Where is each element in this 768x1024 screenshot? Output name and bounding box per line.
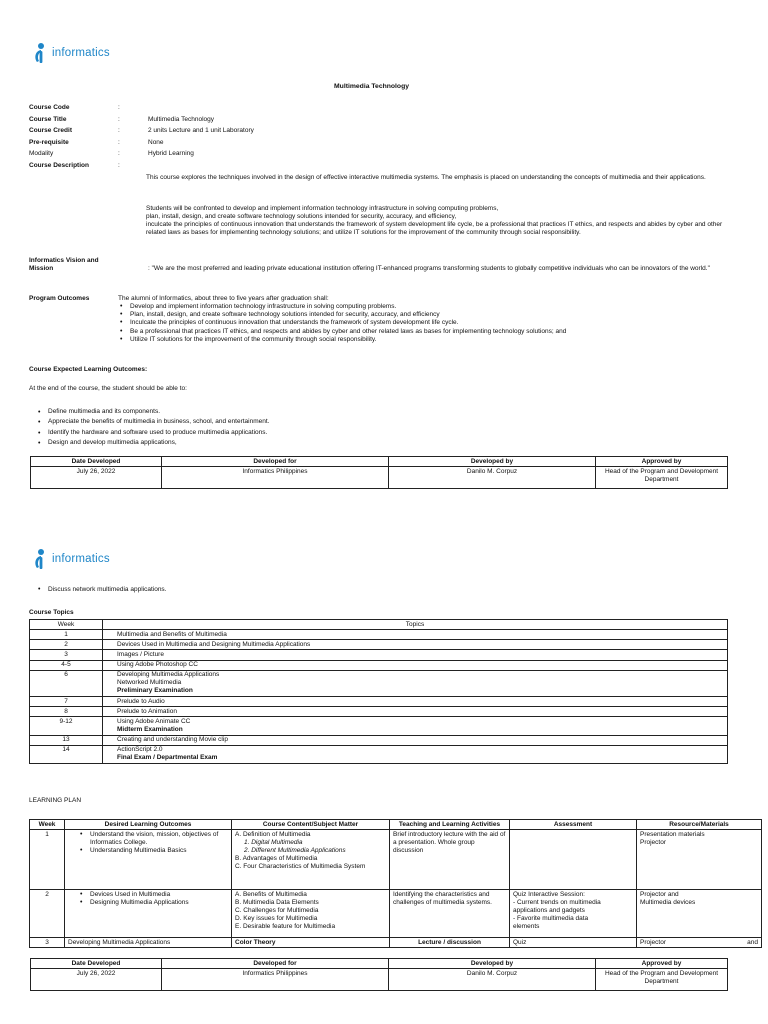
topic-row bbox=[30, 670, 728, 696]
approved-by-value: Head of the Program and Development Department bbox=[596, 969, 728, 991]
program-outcomes-intro: The alumni of Informatics, about three to five years after graduation shall: bbox=[118, 295, 329, 302]
logo-icon bbox=[33, 548, 49, 570]
topic-exam-line: Midterm Examination bbox=[117, 725, 183, 733]
topic-week: 14 bbox=[30, 745, 103, 763]
date-developed-value: July 26, 2022 bbox=[31, 969, 162, 991]
lp-header-content: Course Content/Subject Matter bbox=[232, 820, 390, 830]
celo-item: • Design and develop multimedia applications, bbox=[36, 438, 536, 448]
header-developed-by: Developed by bbox=[389, 457, 596, 467]
informatics-logo bbox=[33, 42, 110, 64]
topic-week: 3 bbox=[30, 650, 103, 660]
header-developed-for: Developed for bbox=[162, 959, 389, 969]
topic-row bbox=[30, 707, 728, 717]
program-outcomes-list bbox=[118, 303, 728, 344]
topic-cell bbox=[103, 630, 728, 640]
approval-table-page2 bbox=[30, 958, 728, 991]
topic-line: Developing Multimedia Applications bbox=[117, 671, 220, 679]
celo-item: • Appreciate the benefits of multimedia in business, school, and entertainment. bbox=[36, 417, 536, 427]
topic-week: 1 bbox=[30, 630, 103, 640]
course-info-label: Modality bbox=[29, 150, 54, 157]
program-outcomes-label: Program Outcomes bbox=[29, 295, 90, 302]
topic-line: Prelude to Audio bbox=[117, 697, 165, 705]
page2-bullet-list bbox=[36, 586, 167, 594]
topic-week: 7 bbox=[30, 697, 103, 707]
learning-plan-table bbox=[29, 819, 762, 948]
topic-cell bbox=[103, 707, 728, 717]
course-info-colon: : bbox=[118, 161, 120, 169]
lp-row-week-1 bbox=[30, 830, 762, 890]
date-developed-value: July 26, 2022 bbox=[31, 467, 162, 489]
lp-header-outcomes: Desired Learning Outcomes bbox=[65, 820, 232, 830]
lp-assessment: Quiz bbox=[510, 938, 637, 948]
header-approved-by: Approved by bbox=[596, 959, 728, 969]
course-info-colon: : bbox=[118, 115, 120, 123]
lp-outcome-item: • Devices Used in Multimedia bbox=[78, 891, 228, 899]
course-info-value: Multimedia Technology bbox=[148, 115, 214, 123]
topic-cell bbox=[103, 745, 728, 763]
program-outcome-item: • Plan, install, design, and create software technology solutions intended for security, accuracy, and efficiency bbox=[118, 311, 728, 319]
course-info-value: 2 units Lecture and 1 unit Laboratory bbox=[148, 127, 254, 134]
celo-heading: Course Expected Learning Outcomes: bbox=[29, 366, 148, 373]
topic-line: Networked Multimedia bbox=[117, 679, 182, 687]
lp-outcomes bbox=[65, 830, 232, 890]
lp-row-week-3 bbox=[30, 938, 762, 948]
header-approved-by: Approved by bbox=[596, 457, 728, 467]
celo-item: • Identify the hardware and software used to produce multimedia applications. bbox=[36, 428, 536, 438]
lp-assessment bbox=[510, 830, 637, 890]
description-line: plan, install, design, and create software technology solutions intended for security, accuracy, and efficiency, bbox=[146, 213, 457, 221]
topic-week: 13 bbox=[30, 735, 103, 745]
lp-outcome-item: • Understanding Multimedia Basics bbox=[78, 847, 228, 855]
informatics-logo-page2 bbox=[33, 548, 110, 570]
course-info-label: Course Title bbox=[29, 115, 67, 123]
page2-bullet: • Discuss network multimedia applications. bbox=[36, 586, 167, 594]
celo-intro: At the end of the course, the student should be able to: bbox=[29, 385, 187, 392]
course-info-label: Course Credit bbox=[29, 127, 72, 134]
lp-header-week: Week bbox=[30, 820, 65, 830]
document-title: Multimedia Technology bbox=[334, 83, 410, 90]
lp-activities: Identifying the characteristics and challenges of multimedia systems. bbox=[390, 890, 510, 938]
topic-cell bbox=[103, 670, 728, 696]
topic-cell bbox=[103, 717, 728, 735]
topic-week: 4-5 bbox=[30, 660, 103, 670]
course-info-colon: : bbox=[118, 138, 120, 146]
topic-row bbox=[30, 660, 728, 670]
lp-outcome-item: • Designing Multimedia Applications bbox=[78, 899, 228, 907]
program-outcome-item: • Be a professional that practices IT ethics, and respects and abides by cyber and other related laws as bases for implementing technology solutions; and bbox=[118, 328, 728, 336]
lp-week: 2 bbox=[30, 890, 65, 938]
topics-header-week: Week bbox=[30, 620, 103, 630]
program-outcome-item: • Inculcate the principles of continuous innovation that understands the framework of system development life cycle. bbox=[118, 319, 728, 327]
topic-row bbox=[30, 735, 728, 745]
topic-line: Prelude to Animation bbox=[117, 707, 177, 715]
program-outcome-item: • Utilize IT solutions for the improvement of the community through social responsibility. bbox=[118, 336, 728, 344]
topic-cell bbox=[103, 697, 728, 707]
topic-line: ActionScript 2.0 bbox=[117, 746, 163, 754]
topic-week: 9-12 bbox=[30, 717, 103, 735]
topic-line: Creating and understanding Movie clip bbox=[117, 736, 228, 743]
lp-header-resources: Resource/Materials bbox=[637, 820, 762, 830]
description-line: Students will be confronted to develop and implement information technology infrastructure in solving computing problems, bbox=[146, 205, 499, 212]
lp-outcome-item: • Understand the vision, mission, objectives of Informatics College. bbox=[78, 831, 228, 847]
learning-plan-heading: LEARNING PLAN bbox=[29, 797, 82, 804]
lp-content: A. Definition of Multimedia 1. Digital Multimedia 2. Different Multimedia Applications B. Advantages of Multimedia C. Four Characteristics of Multimedia System bbox=[232, 830, 390, 890]
developed-for-value: Informatics Philippines bbox=[162, 467, 389, 489]
lp-activities: Lecture / discussion bbox=[390, 938, 510, 948]
header-developed-by: Developed by bbox=[389, 959, 596, 969]
topic-row bbox=[30, 717, 728, 735]
celo-list bbox=[36, 407, 536, 449]
topic-week: 8 bbox=[30, 707, 103, 717]
description-line: inculcate the principles of continuous innovation that understands the framework of system development life cycle, be a professional that practices IT ethics, and respects and abides by cyber and other related laws as bases for implementing technology solutions; and utilize IT solutions for the improvement of the community through social responsibility. bbox=[146, 221, 723, 237]
course-info-value: Hybrid Learning bbox=[148, 150, 194, 157]
course-topics-heading: Course Topics bbox=[29, 609, 74, 616]
course-info-value: None bbox=[148, 138, 164, 146]
logo-icon bbox=[33, 42, 49, 64]
topic-row bbox=[30, 745, 728, 763]
approval-table bbox=[30, 456, 728, 489]
course-description-p1: This course explores the techniques involved in the design of effective interactive multimedia systems. The emphasis is placed on understanding the concepts of multimedia and their applications. bbox=[146, 174, 706, 181]
program-outcome-item: • Develop and implement information technology infrastructure in solving computing problems. bbox=[118, 303, 728, 311]
lp-header-activities: Teaching and Learning Activities bbox=[390, 820, 510, 830]
lp-week: 3 bbox=[30, 938, 65, 948]
course-info-colon: : bbox=[118, 127, 120, 134]
topics-header-topics: Topics bbox=[103, 620, 728, 630]
header-date-developed: Date Developed bbox=[31, 457, 162, 467]
topic-row bbox=[30, 697, 728, 707]
topic-line: Multimedia and Benefits of Multimedia bbox=[117, 630, 227, 638]
topic-cell bbox=[103, 640, 728, 650]
lp-resources: Projector and bbox=[637, 938, 762, 948]
course-topics-table bbox=[29, 619, 728, 764]
lp-content: A. Benefits of Multimedia B. Multimedia Data Elements C. Challenges for Multimedia D. Key issues for Multimedia E. Desirable feature for Multimedia bbox=[232, 890, 390, 938]
header-date-developed: Date Developed bbox=[31, 959, 162, 969]
topic-exam-line: Final Exam / Departmental Exam bbox=[117, 754, 218, 762]
logo-text: informatics bbox=[52, 552, 110, 565]
topic-week: 6 bbox=[30, 670, 103, 696]
topic-line: Devices Used in Multimedia and Designing Multimedia Applications bbox=[117, 640, 311, 648]
course-description-p2 bbox=[146, 205, 726, 238]
header-developed-for: Developed for bbox=[162, 457, 389, 467]
lp-content: Color Theory bbox=[232, 938, 390, 948]
topic-cell bbox=[103, 650, 728, 660]
course-info-label: Pre-requisite bbox=[29, 138, 69, 146]
lp-resources: Projector and Multimedia devices bbox=[637, 890, 762, 938]
developed-by-value: Danilo M. Corpuz bbox=[389, 467, 596, 489]
topic-row bbox=[30, 640, 728, 650]
lp-row-week-2 bbox=[30, 890, 762, 938]
topic-cell bbox=[103, 735, 728, 745]
lp-header-assessment: Assessment bbox=[510, 820, 637, 830]
course-info-label: Course Description bbox=[29, 161, 89, 169]
topic-exam-line: Preliminary Examination bbox=[117, 687, 193, 695]
vision-label: Informatics Vision and Mission bbox=[29, 257, 99, 273]
lp-assessment: Quiz Interactive Session: - Current trends on multimedia applications and gadgets - Favorite multimedia data elements bbox=[510, 890, 637, 938]
topic-row bbox=[30, 650, 728, 660]
developed-for-value: Informatics Philippines bbox=[162, 969, 389, 991]
topic-cell bbox=[103, 660, 728, 670]
lp-outcomes bbox=[65, 890, 232, 938]
topic-week: 2 bbox=[30, 640, 103, 650]
lp-resources: Presentation materials Projector bbox=[637, 830, 762, 890]
vision-text: : "We are the most preferred and leading private educational institution offering IT-enhanced programs transforming students to globally competitive individuals who can be innovators of the world." bbox=[148, 265, 710, 272]
celo-item: • Define multimedia and its components. bbox=[36, 407, 536, 417]
topic-line: Using Adobe Photoshop CC bbox=[117, 661, 198, 668]
course-info-label: Course Code bbox=[29, 104, 70, 111]
logo-text: informatics bbox=[52, 46, 110, 59]
topic-line: Using Adobe Animate CC bbox=[117, 717, 191, 725]
topic-row bbox=[30, 630, 728, 640]
developed-by-value: Danilo M. Corpuz bbox=[389, 969, 596, 991]
course-info-colon: : bbox=[118, 150, 120, 157]
lp-activities: Brief introductory lecture with the aid of a presentation. Whole group discussion bbox=[390, 830, 510, 890]
course-info-colon: : bbox=[118, 104, 120, 111]
topic-line: Images / Picture bbox=[117, 650, 164, 658]
lp-outcomes: Developing Multimedia Applications bbox=[65, 938, 232, 948]
lp-week: 1 bbox=[30, 830, 65, 890]
approved-by-value: Head of the Program and Development Department bbox=[596, 467, 728, 489]
